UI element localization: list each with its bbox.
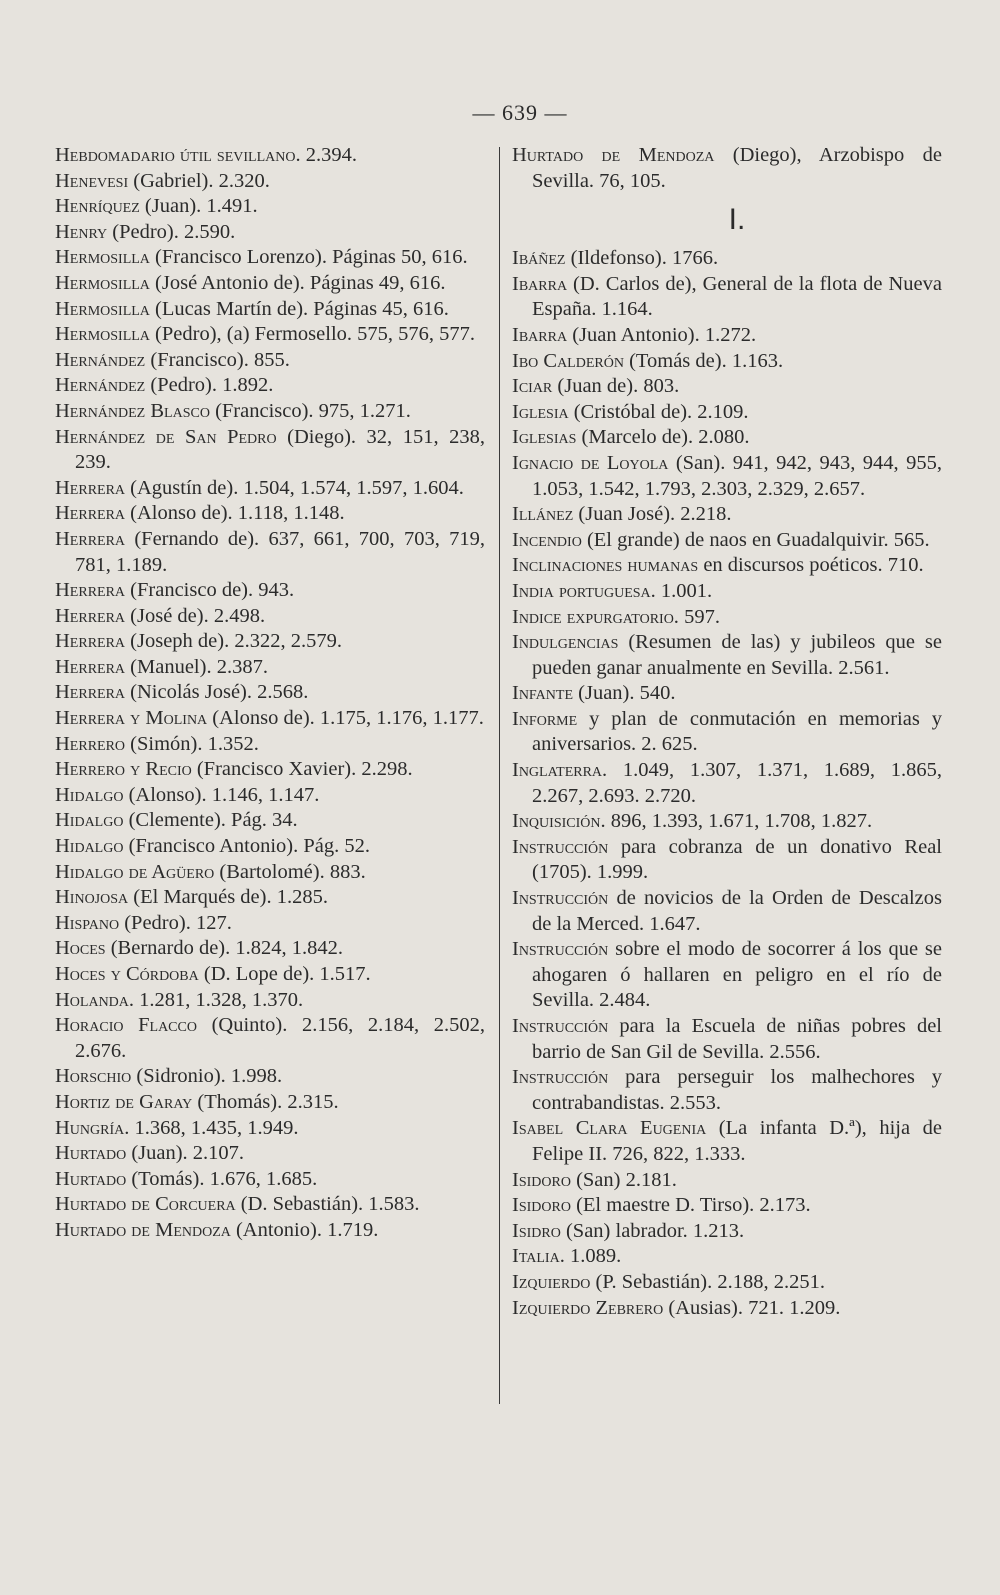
- entry-headword: Indice expurgatorio.: [512, 605, 679, 628]
- index-entry: [55, 604, 485, 630]
- entry-references: (Marcelo de). 2.080.: [576, 426, 750, 449]
- index-entry: [512, 630, 942, 681]
- index-entry: [55, 860, 485, 886]
- entry-references: (Pedro). 127.: [119, 911, 232, 934]
- entry-references: (Nicolás José). 2.568.: [125, 681, 309, 704]
- entry-headword: Herrera: [55, 655, 126, 678]
- entry-references: (Quinto). 2.156, 2.184, 2.502, 2.676.: [75, 1014, 485, 1062]
- entry-references: (Juan de). 803.: [552, 375, 680, 398]
- index-entry: [55, 1013, 485, 1064]
- index-entry: [55, 911, 485, 937]
- entry-references: (Antonio). 1.719.: [230, 1218, 379, 1241]
- entry-references: (Agustín de). 1.504, 1.574, 1.597, 1.604.: [125, 476, 464, 499]
- entry-references: (El maestre D. Tirso). 2.173.: [570, 1194, 811, 1217]
- index-entry: [512, 605, 942, 631]
- entry-headword: Hurtado: [55, 1142, 127, 1165]
- index-entry: [512, 553, 942, 579]
- entry-references: para cobranza de un donativo Real (1705). 1.999.: [532, 835, 942, 884]
- entry-references: (Sidronio). 1.998.: [131, 1065, 283, 1088]
- index-entry: [512, 425, 942, 451]
- entry-headword: Hoces: [55, 937, 106, 960]
- entry-headword: Hermosilla: [55, 246, 150, 269]
- entry-headword: Instrucción: [512, 938, 609, 961]
- index-entry: [55, 1192, 485, 1218]
- entry-headword: Iglesias: [512, 426, 577, 449]
- entry-headword: Hernández: [55, 348, 146, 371]
- entry-headword: Hernández: [55, 374, 146, 397]
- index-entry: [512, 937, 942, 1014]
- index-entry: [512, 1244, 942, 1270]
- entry-references: (Clemente). Pág. 34.: [123, 809, 298, 832]
- index-entry: [55, 1064, 485, 1090]
- index-column-left: [55, 143, 485, 1244]
- entry-headword: Hernández de San Pedro: [55, 425, 277, 448]
- entry-references: (Bartolomé). 883.: [214, 860, 366, 883]
- entry-headword: Izquierdo Zebrero: [512, 1296, 664, 1319]
- index-entry: [55, 1141, 485, 1167]
- index-entry: [512, 1014, 942, 1065]
- entry-references: (Francisco Antonio). Pág. 52.: [123, 835, 371, 858]
- section-letter-heading: I.: [728, 203, 746, 237]
- entry-headword: Henríquez: [55, 195, 140, 218]
- index-entry: [512, 707, 942, 758]
- entry-references: (Francisco Lorenzo). Páginas 50, 616.: [149, 246, 468, 269]
- entry-headword: Iciar: [512, 375, 553, 398]
- entry-headword: Hidalgo de Agüero: [55, 860, 215, 883]
- index-entry: [55, 757, 485, 783]
- entry-headword: Incendio: [512, 528, 582, 551]
- entry-references: de novicios de la Orden de Descalzos de la Merced. 1.647.: [532, 887, 942, 935]
- entry-references: (Thomás). 2.315.: [192, 1090, 339, 1113]
- entry-headword: Hoces y Córdoba: [55, 963, 199, 985]
- index-entry: [55, 425, 485, 476]
- entry-headword: Horschio: [55, 1065, 132, 1088]
- index-entry: [55, 1116, 485, 1142]
- entry-headword: Herrero: [55, 732, 126, 755]
- index-entry: [55, 169, 485, 195]
- index-entry: [55, 936, 485, 962]
- entry-headword: Hidalgo: [55, 835, 124, 858]
- entry-references: (Manuel). 2.387.: [125, 655, 268, 678]
- entry-headword: Ibarra: [512, 323, 568, 346]
- index-entry: [512, 1168, 942, 1194]
- entry-references: 597.: [678, 605, 720, 628]
- entry-references: (Juan Antonio). 1.272.: [567, 323, 757, 346]
- entry-references: 896, 1.393, 1.671, 1.708, 1.827.: [605, 810, 873, 833]
- index-entry: [55, 322, 485, 348]
- index-entry: [55, 988, 485, 1014]
- index-entry: [512, 1116, 942, 1167]
- entry-headword: Hebdomadario útil sevillano.: [55, 144, 301, 166]
- index-entry: [512, 451, 942, 502]
- index-entry: [512, 502, 942, 528]
- page-number: — 639 —: [472, 100, 568, 125]
- index-entry: [55, 194, 485, 220]
- index-entry: [512, 349, 942, 375]
- entry-headword: Isidoro: [512, 1194, 571, 1217]
- entry-references: (D. Sebastián). 1.583.: [235, 1193, 420, 1216]
- index-entry: [512, 1065, 942, 1116]
- entry-references: (José de). 2.498.: [125, 604, 266, 627]
- entry-references: 1.089.: [564, 1245, 622, 1268]
- entry-references: (Diego), Arzobispo de Sevilla. 76, 105.: [532, 144, 943, 192]
- entry-headword: Illánez: [512, 503, 574, 526]
- entry-headword: Hurtado de Mendoza: [55, 1218, 231, 1241]
- index-entry: [55, 348, 485, 374]
- entry-headword: Hernández Blasco: [55, 399, 210, 422]
- index-entry: [55, 962, 485, 988]
- entry-headword: Izquierdo: [512, 1270, 591, 1293]
- entry-headword: Hinojosa: [55, 886, 129, 909]
- entry-references: (José Antonio de). Páginas 49, 616.: [149, 271, 446, 294]
- index-entry: [55, 1218, 485, 1244]
- index-entry: [55, 399, 485, 425]
- entry-headword: Informe: [512, 707, 578, 730]
- entry-headword: Herrera: [55, 579, 126, 602]
- entry-references: (Francisco Xavier). 2.298.: [191, 758, 413, 781]
- index-entry: [55, 373, 485, 399]
- entry-references: (Francisco). 975, 1.271.: [209, 399, 411, 422]
- entry-headword: Italia.: [512, 1245, 565, 1268]
- entry-references: para la Escuela de niñas pobres del barrio de San Gil de Sevilla. 2.556.: [532, 1015, 942, 1063]
- index-column-right: [512, 143, 942, 1321]
- entry-references: (San). 941, 942, 943, 944, 955, 1.053, 1.542, 1.793, 2.303, 2.329, 2.657.: [532, 451, 942, 500]
- entry-references: sobre el modo de socorrer á los que se ahogaren ó hallaren en peligro en el río de Sevilla. 2.484.: [532, 938, 942, 1012]
- entry-references: (Simón). 1.352.: [125, 732, 259, 755]
- entry-references: (San) labrador. 1.213.: [560, 1219, 745, 1242]
- entry-references: (Gabriel). 2.320.: [128, 169, 270, 192]
- index-entry: [512, 579, 942, 605]
- entry-headword: Isidro: [512, 1219, 561, 1242]
- entry-references: (Bernardo de). 1.824, 1.842.: [105, 937, 343, 960]
- entry-headword: Herrera y Molina: [55, 707, 208, 730]
- entry-references: (El Marqués de). 1.285.: [128, 886, 328, 909]
- entry-headword: Hidalgo: [55, 783, 124, 806]
- index-entry: [55, 527, 485, 578]
- entry-headword: Ibarra: [512, 272, 568, 295]
- entry-headword: Inglaterra.: [512, 759, 608, 782]
- entry-headword: Ibáñez: [512, 247, 566, 270]
- index-entry: [512, 1219, 942, 1245]
- entry-references: (Alonso de). 1.118, 1.148.: [125, 502, 345, 525]
- index-entry: [55, 655, 485, 681]
- entry-references: (Lucas Martín de). Páginas 45, 616.: [149, 297, 449, 320]
- entry-headword: Instrucción: [512, 1066, 609, 1089]
- entry-headword: Instrucción: [512, 887, 609, 910]
- entry-references: (Pedro). 1.892.: [145, 374, 274, 397]
- index-entry: [55, 834, 485, 860]
- entry-references: (Ausias). 721. 1.209.: [663, 1296, 841, 1319]
- entry-headword: Herrera: [55, 604, 126, 627]
- entry-headword: Herrera: [55, 527, 126, 550]
- index-entry: [512, 246, 942, 272]
- entry-references: (Juan José). 2.218.: [573, 503, 732, 526]
- entry-headword: Ignacio de Loyola: [512, 451, 669, 474]
- entry-headword: Henevesi: [55, 169, 129, 192]
- entry-references: (Pedro), (a) Fermosello. 575, 576, 577.: [149, 323, 476, 346]
- entry-headword: Hurtado de Corcuera: [55, 1193, 236, 1216]
- index-entry: [55, 578, 485, 604]
- index-entry: [55, 1090, 485, 1116]
- index-entry: [55, 808, 485, 834]
- entry-headword: Isabel Clara Eugenia: [512, 1117, 707, 1140]
- entry-references: (Diego). 32, 151, 238, 239.: [75, 425, 485, 474]
- entry-headword: Instrucción: [512, 1015, 609, 1037]
- entry-references: (Juan). 2.107.: [126, 1142, 245, 1165]
- entry-references: (D. Carlos de), General de la flota de Nueva España. 1.164.: [532, 272, 942, 321]
- entry-headword: Herrera: [55, 681, 126, 704]
- entry-references: 2.394.: [300, 144, 357, 166]
- entry-references: (Francisco de). 943.: [125, 579, 295, 602]
- entry-headword: Hermosilla: [55, 271, 150, 294]
- entry-headword: Inclinaciones humanas: [512, 554, 699, 577]
- index-entry: [512, 1193, 942, 1219]
- index-entry: [55, 680, 485, 706]
- entry-references: (San) 2.181.: [570, 1168, 677, 1191]
- entry-headword: Isidoro: [512, 1168, 571, 1191]
- entry-headword: Hermosilla: [55, 323, 150, 346]
- entry-references: para perseguir los malhechores y contrabandistas. 2.553.: [532, 1066, 942, 1114]
- entry-headword: Hurtado: [55, 1167, 127, 1190]
- entry-headword: Infante: [512, 682, 574, 705]
- entry-references: 1.001.: [655, 579, 713, 602]
- index-entry: [512, 1296, 942, 1322]
- index-entry: [55, 501, 485, 527]
- index-entry: [55, 885, 485, 911]
- entry-headword: Herrero y Recio: [55, 758, 192, 781]
- entry-references: (Juan). 540.: [573, 682, 676, 705]
- entry-headword: Herrera: [55, 630, 126, 653]
- entry-references: (Juan). 1.491.: [139, 195, 258, 218]
- entry-references: en discursos poéticos. 710.: [698, 554, 924, 577]
- entry-references: (Ildefonso). 1766.: [565, 247, 719, 270]
- entry-headword: Ibo Calderón: [512, 349, 624, 372]
- entry-references: (Joseph de). 2.322, 2.579.: [125, 630, 342, 653]
- column-divider: [499, 147, 500, 1404]
- index-entry: [512, 323, 942, 349]
- entry-references: (D. Lope de). 1.517.: [198, 963, 371, 985]
- entry-headword: Herrera: [55, 502, 126, 525]
- entry-headword: Instrucción: [512, 835, 609, 858]
- index-entry: [512, 400, 942, 426]
- entry-headword: Horacio Flacco: [55, 1014, 197, 1037]
- entry-references: (P. Sebastián). 2.188, 2.251.: [590, 1270, 825, 1293]
- entry-references: (Alonso de). 1.175, 1.176, 1.177.: [207, 707, 484, 730]
- index-entry: [512, 272, 942, 323]
- entry-headword: Henry: [55, 220, 108, 243]
- entry-headword: Holanda.: [55, 988, 135, 1011]
- index-entry: [55, 476, 485, 502]
- entry-references: (Francisco). 855.: [145, 348, 290, 371]
- entry-references: 1.049, 1.307, 1.371, 1.689, 1.865, 2.267, 2.693. 2.720.: [532, 759, 942, 807]
- index-entry: [55, 732, 485, 758]
- entry-references: (Tomás de). 1.163.: [623, 349, 784, 372]
- index-entry: [512, 809, 942, 835]
- index-entry: [512, 1270, 942, 1296]
- index-entry: [512, 528, 942, 554]
- index-entry: [512, 758, 942, 809]
- entry-references: (Resumen de las) y jubileos que se pueden ganar anualmente en Sevilla. 2.561.: [532, 631, 942, 679]
- entry-headword: Hungría.: [55, 1116, 130, 1139]
- index-entry: [55, 1167, 485, 1193]
- entry-headword: India portuguesa.: [512, 579, 656, 602]
- entry-references: y plan de conmutación en memorias y aniversarios. 2. 625.: [532, 707, 942, 756]
- index-entry: [55, 220, 485, 246]
- index-entry: [512, 886, 942, 937]
- entry-headword: Inquisición.: [512, 810, 606, 833]
- entry-references: (Cristóbal de). 2.109.: [568, 400, 749, 423]
- index-entry: [512, 835, 942, 886]
- entry-headword: Hortiz de Garay: [55, 1090, 193, 1113]
- index-entry: [55, 783, 485, 809]
- index-entry: [55, 245, 485, 271]
- index-entry: [512, 143, 942, 194]
- index-entry: [55, 271, 485, 297]
- entry-references: (El grande) de naos en Guadalquivir. 565.: [581, 528, 930, 551]
- entry-headword: Iglesia: [512, 400, 569, 423]
- index-entry: [55, 629, 485, 655]
- entry-references: (Pedro). 2.590.: [107, 220, 236, 243]
- entry-headword: Herrera: [55, 476, 126, 499]
- index-entry: [55, 143, 485, 169]
- entry-headword: Hispano: [55, 911, 120, 934]
- entry-headword: Hermosilla: [55, 297, 150, 320]
- index-entry: [512, 374, 942, 400]
- entry-references: 1.368, 1.435, 1.949.: [129, 1116, 299, 1139]
- index-entry: [55, 297, 485, 323]
- entry-headword: Indulgencias: [512, 631, 619, 654]
- entry-references: 1.281, 1.328, 1.370.: [134, 988, 304, 1011]
- entry-references: (Tomás). 1.676, 1.685.: [126, 1167, 318, 1190]
- entry-references: (La infanta D.ª), hija de Felipe II. 726, 822, 1.333.: [532, 1117, 942, 1165]
- index-entry: [512, 681, 942, 707]
- entry-headword: Hurtado de Mendoza: [512, 144, 715, 166]
- index-entry: [55, 706, 485, 732]
- entry-references: (Fernando de). 637, 661, 700, 703, 719, 781, 1.189.: [75, 527, 485, 576]
- entry-references: (Alonso). 1.146, 1.147.: [123, 783, 320, 806]
- entry-headword: Hidalgo: [55, 809, 124, 832]
